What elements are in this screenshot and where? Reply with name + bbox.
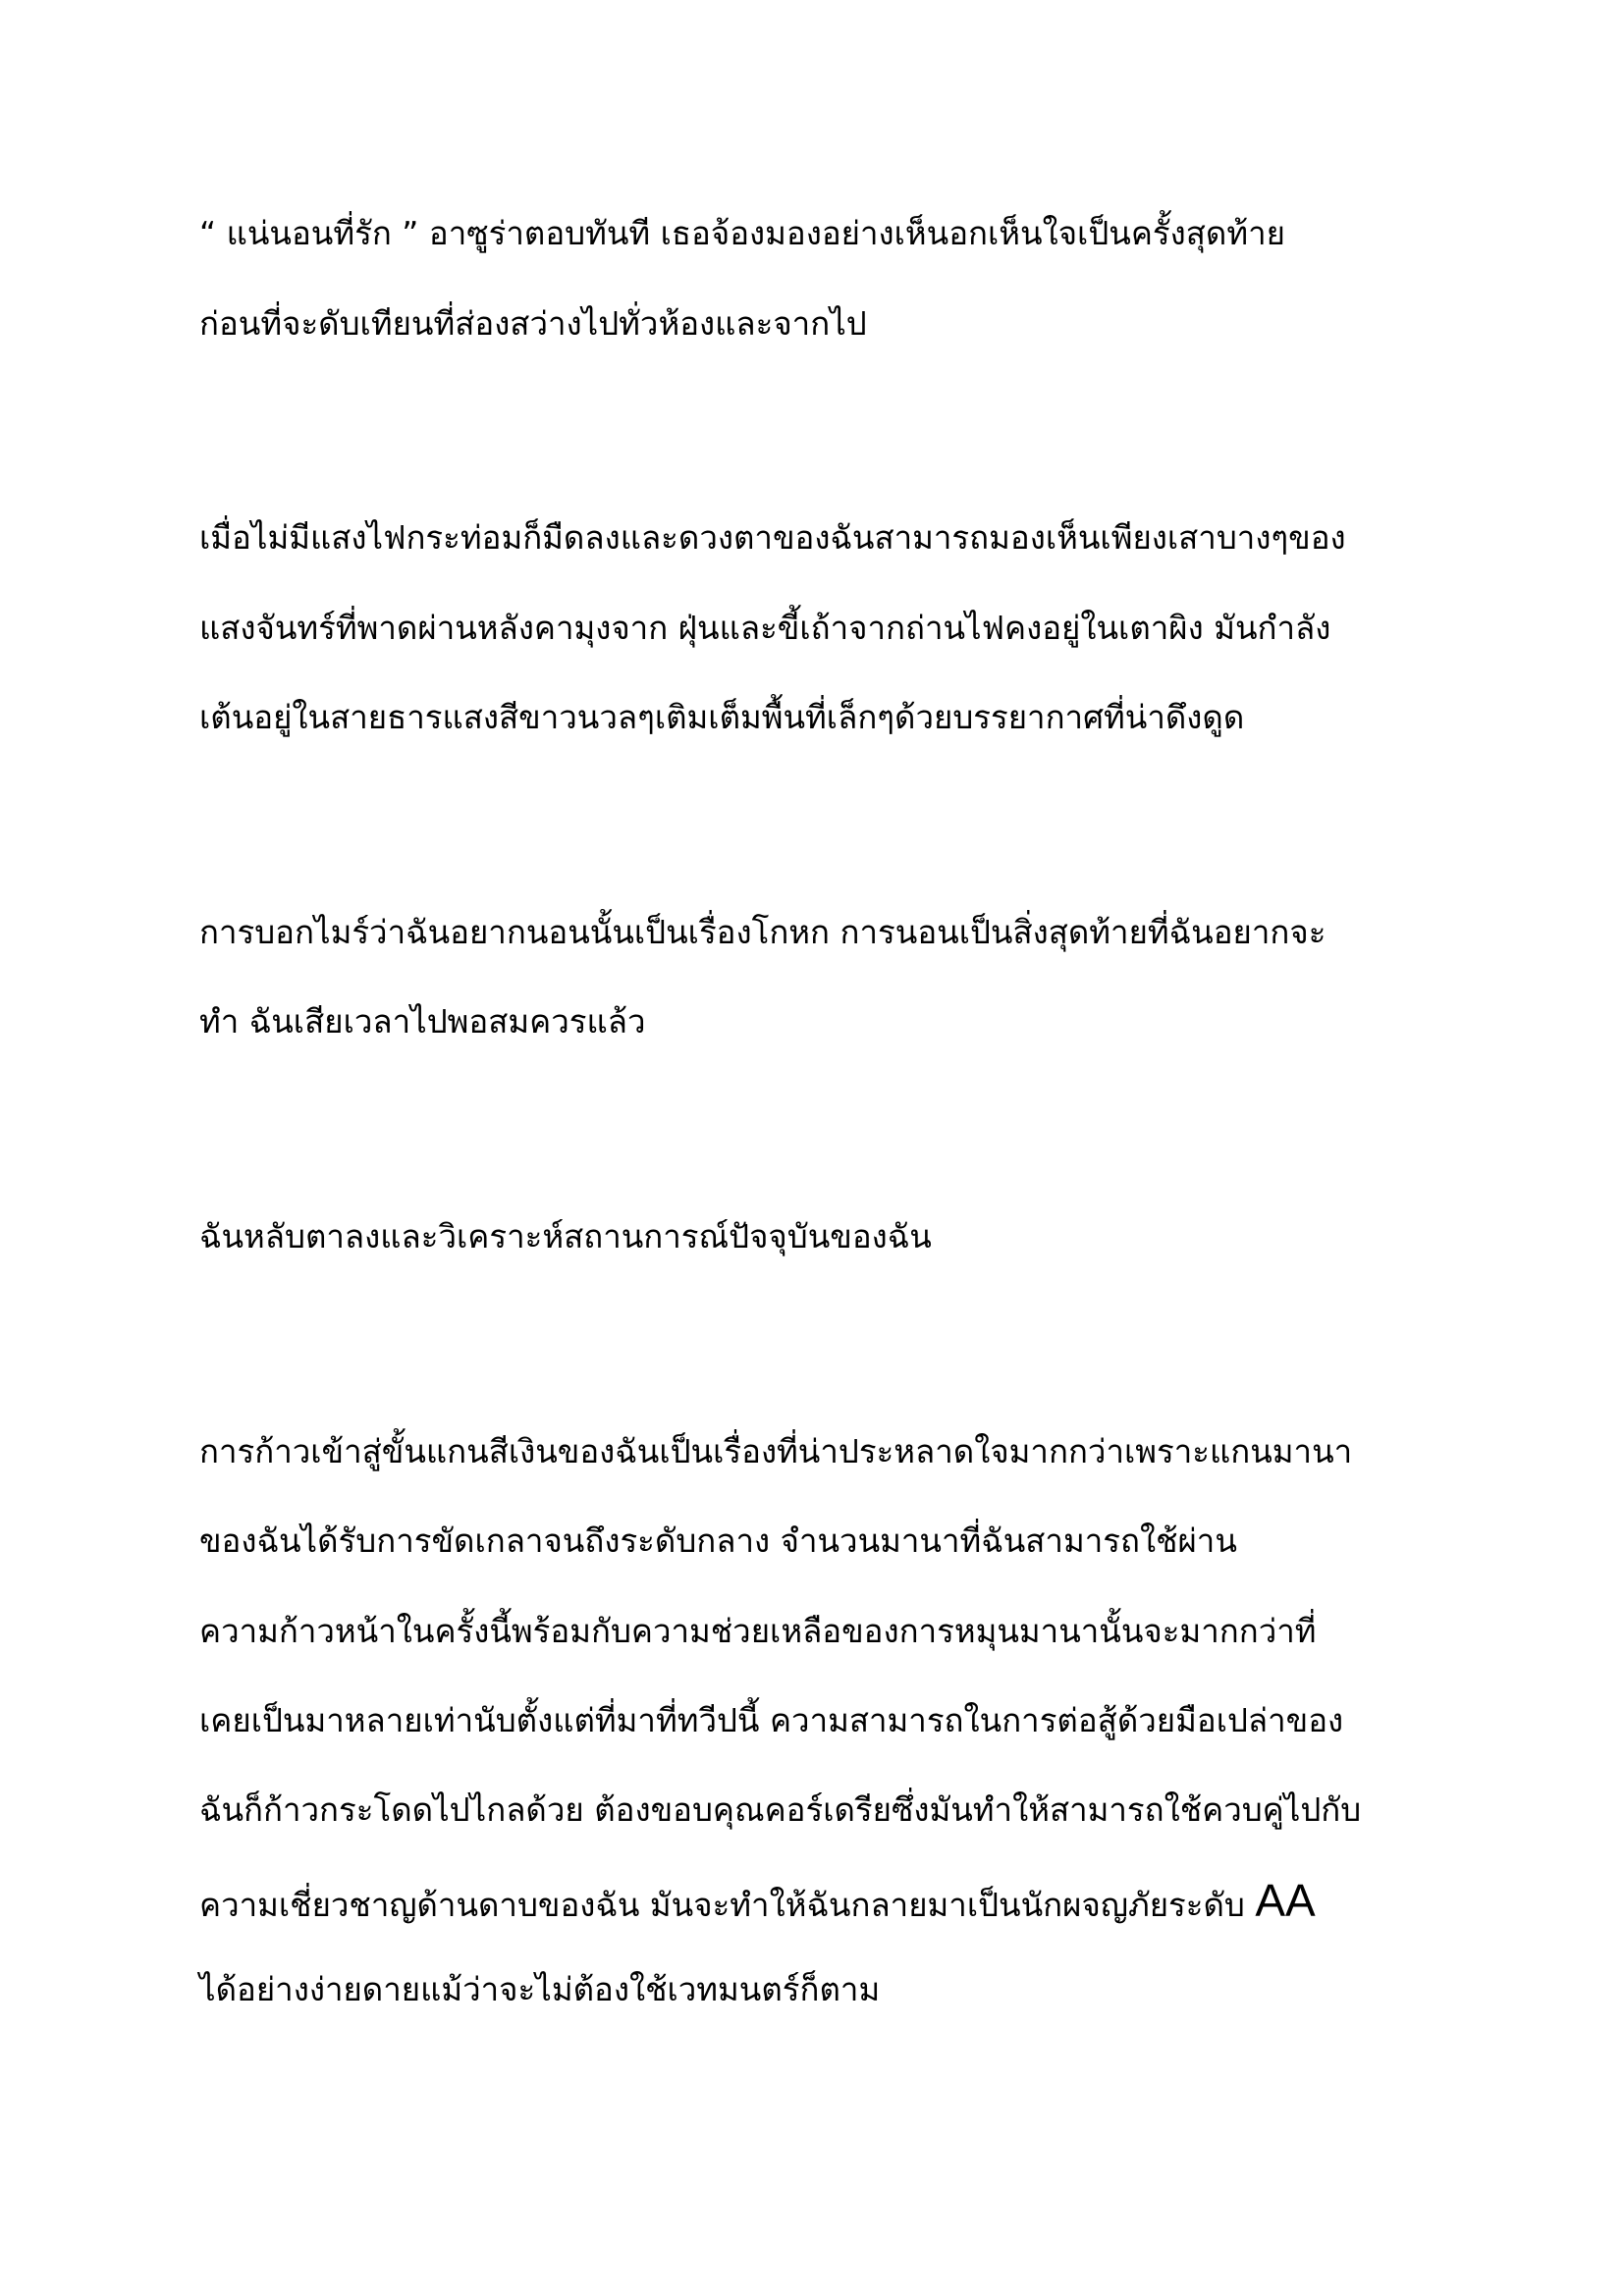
paragraph-2-line-2: แสงจันทร์ที่พาดผ่านหลังคามุงจาก ฝุ่นและขี้เถ้าจากถ่านไฟคงอยู่ในเตาผิง มันกำลัง: [199, 609, 1331, 647]
paragraph-1-line-1: “ แน่นอนที่รัก ” อาซูร่าตอบทันที เธอจ้องมองอย่างเห็นอกเห็นใจเป็นครั้งสุดท้าย: [199, 214, 1285, 252]
paragraph-5-line-1: การก้าวเข้าสู่ขั้นแกนสีเงินของฉันเป็นเรื่องที่น่าประหลาดใจมากกว่าเพราะแกนมานา: [199, 1432, 1353, 1470]
paragraph-4-line-1: ฉันหลับตาลงและวิเคราะห์สถานการณ์ปัจจุบันของฉัน: [199, 1217, 932, 1255]
paragraph-3-line-2: ทำ ฉันเสียเวลาไปพอสมควรแล้ว: [199, 1002, 646, 1041]
paragraph-5-line-4: เคยเป็นมาหลายเท่านับตั้งแต่ที่มาที่ทวีปนี้ ความสามารถในการต่อสู้ด้วยมือเปล่าของ: [199, 1701, 1344, 1739]
rank-label: AA: [1255, 1875, 1316, 1926]
paragraph-3-line-1: การบอกไมร์ว่าฉันอยากนอนนั้นเป็นเรื่องโกหก การนอนเป็นสิ่งสุดท้ายที่ฉันอยากจะ: [199, 913, 1326, 951]
paragraph-2-line-3: เต้นอยู่ในสายธารแสงสีขาวนวลๆเติมเต็มพื้นที่เล็กๆด้วยบรรยากาศที่น่าดึงดูด: [199, 698, 1245, 736]
paragraph-5-line-3: ความก้าวหน้าในครั้งนี้พร้อมกับความช่วยเหลือของการหมุนมานานั้นจะมากกว่าที่: [199, 1612, 1317, 1650]
paragraph-1-line-2: ก่อนที่จะดับเทียนที่ส่องสว่างไปทั่วห้องและจากไป: [199, 304, 867, 343]
paragraph-5-line-5: ฉันก็ก้าวกระโดดไปไกลด้วย ต้องขอบคุณคอร์เดรียซึ่งมันทำให้สามารถใช้ควบคู่ไปกับ: [199, 1790, 1362, 1829]
paragraph-5-line-2: ของฉันได้รับการขัดเกลาจนถึงระดับกลาง จำนวนมานาที่ฉันสามารถใช้ผ่าน: [199, 1522, 1237, 1560]
paragraph-2-line-1: เมื่อไม่มีแสงไฟกระท่อมก็มืดลงและดวงตาของฉันสามารถมองเห็นเพียงเสาบางๆของ: [199, 518, 1346, 557]
paragraph-5-line-6-text: ความเชี่ยวชาญด้านดาบของฉัน มันจะทำให้ฉันกลายมาเป็นนักผจญภัยระดับ: [199, 1886, 1256, 1924]
paragraph-5-line-6: [199, 1875, 1476, 1927]
paragraph-5-line-7: ได้อย่างง่ายดายแม้ว่าจะไม่ต้องใช้เวทมนตร์ก็ตาม: [199, 1970, 881, 2008]
